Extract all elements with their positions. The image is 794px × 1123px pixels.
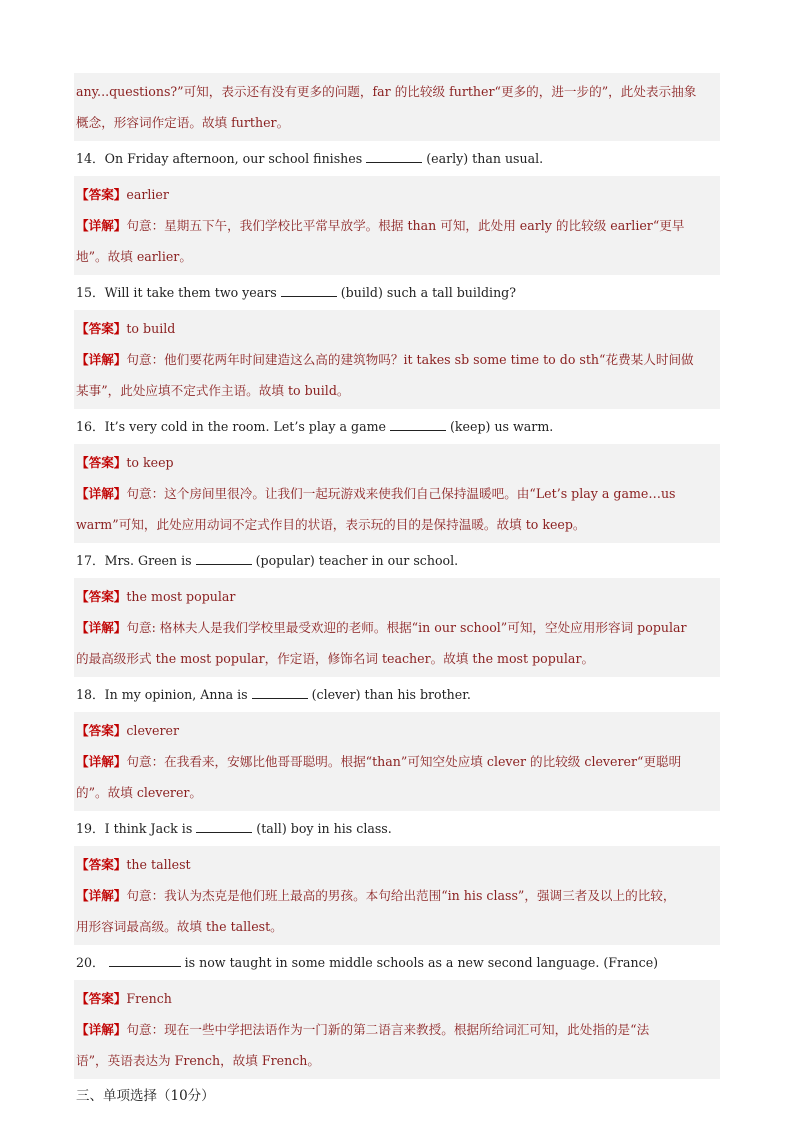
answer-line <box>76 983 718 1014</box>
answer-block-20 <box>74 980 720 1079</box>
answer-block-18 <box>74 712 720 811</box>
question-20 <box>74 947 720 978</box>
question-text: Will it take them two years <box>104 285 277 300</box>
detail-text: 句意：这个房间里很冷。让我们一起玩游戏来使我们自己保持温暖吧。由“Let’s play a game…us <box>126 486 676 501</box>
answer-block-16 <box>74 444 720 543</box>
detail-line: 的最高级形式 the most popular，作定语，修饰名词 teacher。故填 the most popular。 <box>76 651 595 666</box>
question-text: (popular) teacher in our school. <box>255 553 459 568</box>
detail-line: 地”。故填 earlier。 <box>76 249 192 264</box>
answer-value: to build <box>126 321 176 336</box>
question-number: 20． <box>76 955 105 970</box>
content-area <box>74 73 720 1111</box>
answer-blank <box>196 820 252 833</box>
answer-blank <box>281 284 337 297</box>
answer-block-19 <box>74 846 720 945</box>
question-text: I think Jack is <box>104 821 193 836</box>
answer-tag: 【答案】 <box>76 723 127 738</box>
answer-tag: 【答案】 <box>76 187 127 202</box>
question-number: 17． <box>76 553 105 568</box>
question-number: 19． <box>76 821 105 836</box>
answer-line <box>76 313 718 344</box>
answer-value: to keep <box>126 455 174 470</box>
question-17 <box>74 545 720 576</box>
answer-value: the tallest <box>126 857 191 872</box>
answer-blank <box>109 954 181 967</box>
answer-line <box>76 447 718 478</box>
detail-line: 语”，英语表达为 French，故填 French。 <box>76 1053 320 1068</box>
answer-blank <box>196 552 252 565</box>
detail-text: 句意：现在一些中学把法语作为一门新的第二语言来教授。根据所给词汇可知，此处指的是“法 <box>126 1022 650 1037</box>
question-text: (build) such a tall building? <box>340 285 516 300</box>
detail-line: warm”可知，此处应用动词不定式作目的状语，表示玩的目的是保持温暖。故填 to keep。 <box>76 517 586 532</box>
question-text: Mrs. Green is <box>104 553 192 568</box>
detail-text: 句意: 格林夫人是我们学校里最受欢迎的老师。根据“in our school”可知，空处应用形容词 popular <box>126 620 687 635</box>
answer-value: French <box>126 991 172 1006</box>
answer-blank <box>366 150 422 163</box>
answer-tag: 【答案】 <box>76 321 127 336</box>
question-18 <box>74 679 720 710</box>
continuation-line: 概念，形容词作定语。故填 further。 <box>76 115 290 130</box>
question-text: (early) than usual. <box>426 151 544 166</box>
detail-line <box>76 612 718 643</box>
question-14 <box>74 143 720 174</box>
answer-line <box>76 849 718 880</box>
answer-blank <box>390 418 446 431</box>
detail-text: 句意：我认为杰克是他们班上最高的男孩。本句给出范围“in his class”，强调三者及以上的比较， <box>126 888 676 903</box>
answer-tag: 【答案】 <box>76 455 127 470</box>
detail-line <box>76 1014 718 1045</box>
question-number: 15． <box>76 285 105 300</box>
answer-tag: 【答案】 <box>76 991 127 1006</box>
answer-tag: 【答案】 <box>76 857 127 872</box>
question-text: It’s very cold in the room. Let’s play a game <box>104 419 387 434</box>
continuation-line: any...questions?”可知，表示还有没有更多的问题，far 的比较级 further“更多的，进一步的”，此处表示抽象 <box>76 84 697 99</box>
question-number: 14． <box>76 151 105 166</box>
detail-tag: 【详解】 <box>76 486 127 501</box>
detail-line: 用形容词最高级。故填 the tallest。 <box>76 919 283 934</box>
detail-line <box>76 478 718 509</box>
detail-line <box>76 746 718 777</box>
answer-value: the most popular <box>126 589 236 604</box>
question-text: (tall) boy in his class. <box>256 821 392 836</box>
detail-tag: 【详解】 <box>76 218 127 233</box>
question-number: 18． <box>76 687 105 702</box>
detail-tag: 【详解】 <box>76 754 127 769</box>
detail-tag: 【详解】 <box>76 1022 127 1037</box>
question-text: On Friday afternoon, our school finishes <box>104 151 363 166</box>
answer-tag: 【答案】 <box>76 589 127 604</box>
question-19 <box>74 813 720 844</box>
section-heading: 三、单项选择（10分） <box>76 1088 215 1104</box>
detail-tag: 【详解】 <box>76 352 127 367</box>
question-text: (clever) than his brother. <box>311 687 471 702</box>
answer-block-17 <box>74 578 720 677</box>
answer-blank <box>252 686 308 699</box>
question-text: In my opinion, Anna is <box>104 687 248 702</box>
question-16 <box>74 411 720 442</box>
detail-tag: 【详解】 <box>76 888 127 903</box>
detail-text: 句意：在我看来，安娜比他哥哥聪明。根据“than”可知空处应填 clever 的比较级 cleverer“更聪明 <box>126 754 682 769</box>
answer-block-14 <box>74 176 720 275</box>
previous-explanation-continuation <box>74 73 720 141</box>
detail-line <box>76 344 718 375</box>
detail-tag: 【详解】 <box>76 620 127 635</box>
answer-line <box>76 581 718 612</box>
detail-line: 的”。故填 cleverer。 <box>76 785 203 800</box>
answer-block-15 <box>74 310 720 409</box>
detail-text: 句意：他们要花两年时间建造这么高的建筑物吗？it takes sb some time to do sth“花费某人时间做 <box>126 352 694 367</box>
detail-line: 某事”，此处应填不定式作主语。故填 to build。 <box>76 383 350 398</box>
question-number: 16． <box>76 419 105 434</box>
answer-line <box>76 179 718 210</box>
answer-value: earlier <box>126 187 169 202</box>
detail-line <box>76 210 718 241</box>
detail-line <box>76 880 718 911</box>
detail-text: 句意：星期五下午，我们学校比平常早放学。根据 than 可知，此处用 early 的比较级 earlier“更早 <box>126 218 685 233</box>
question-text: is now taught in some middle schools as a new second language. (France) <box>184 955 659 970</box>
question-text: (keep) us warm. <box>450 419 554 434</box>
answer-value: cleverer <box>126 723 179 738</box>
question-15 <box>74 277 720 308</box>
answer-line <box>76 715 718 746</box>
